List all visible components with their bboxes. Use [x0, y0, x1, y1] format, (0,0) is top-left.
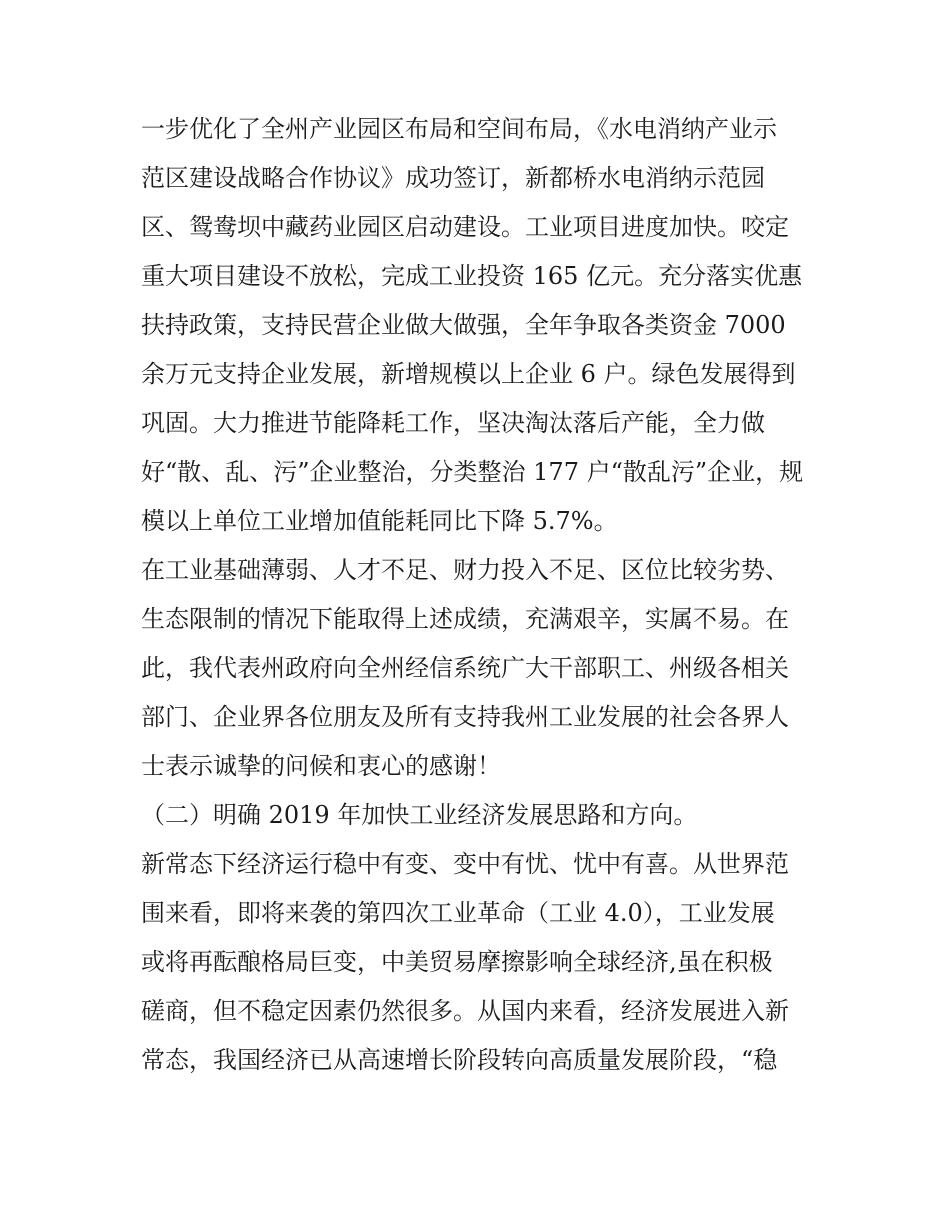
text-line: 巩固。大力推进节能降耗工作，坚决淘汰落后产能，全力做	[141, 409, 765, 437]
body-text	[141, 105, 821, 1085]
text-line: 好“散、乱、污”企业整治，分类整治 177 户“散乱污”企业，规	[141, 458, 804, 486]
text-line: 新常态下经济运行稳中有变、变中有忧、忧中有喜。从世界范	[141, 850, 789, 878]
text-line: 士表示诚挚的问候和衷心的感谢！	[141, 752, 501, 780]
text-line: 部门、企业界各位朋友及所有支持我州工业发展的社会各界人	[141, 703, 789, 731]
text-line: 常态，我国经济已从高速增长阶段转向高质量发展阶段，“稳	[141, 1046, 778, 1074]
text-line: 或将再酝酿格局巨变，中美贸易摩擦影响全球经济,虽在积极	[141, 948, 773, 976]
text-line: 生态限制的情况下能取得上述成绩，充满艰辛，实属不易。在	[141, 605, 789, 633]
text-line: 范区建设战略合作协议》成功签订，新都桥水电消纳示范园	[141, 164, 765, 192]
text-line: 区、鸳鸯坝中藏药业园区启动建设。工业项目进度加快。咬定	[141, 213, 789, 241]
text-line: 重大项目建设不放松，完成工业投资 165 亿元。充分落实优惠	[141, 262, 803, 290]
text-line: 围来看，即将来袭的第四次工业革命（工业 4.0），工业发展	[141, 899, 775, 927]
text-line: 磋商，但不稳定因素仍然很多。从国内来看，经济发展进入新	[141, 997, 789, 1025]
section-heading: （二）明确 2019 年加快工业经济发展思路和方向。	[141, 801, 698, 829]
text-line: 余万元支持企业发展，新增规模以上企业 6 户。绿色发展得到	[141, 360, 796, 388]
text-line: 一步优化了全州产业园区布局和空间布局，《水电消纳产业示	[141, 115, 777, 143]
text-line: 在工业基础薄弱、人才不足、财力投入不足、区位比较劣势、	[141, 556, 789, 584]
text-line: 模以上单位工业增加值能耗同比下降 5.7%。	[141, 507, 618, 535]
text-line: 扶持政策，支持民营企业做大做强，全年争取各类资金 7000	[141, 311, 786, 339]
text-line: 此，我代表州政府向全州经信系统广大干部职工、州级各相关	[141, 654, 789, 682]
